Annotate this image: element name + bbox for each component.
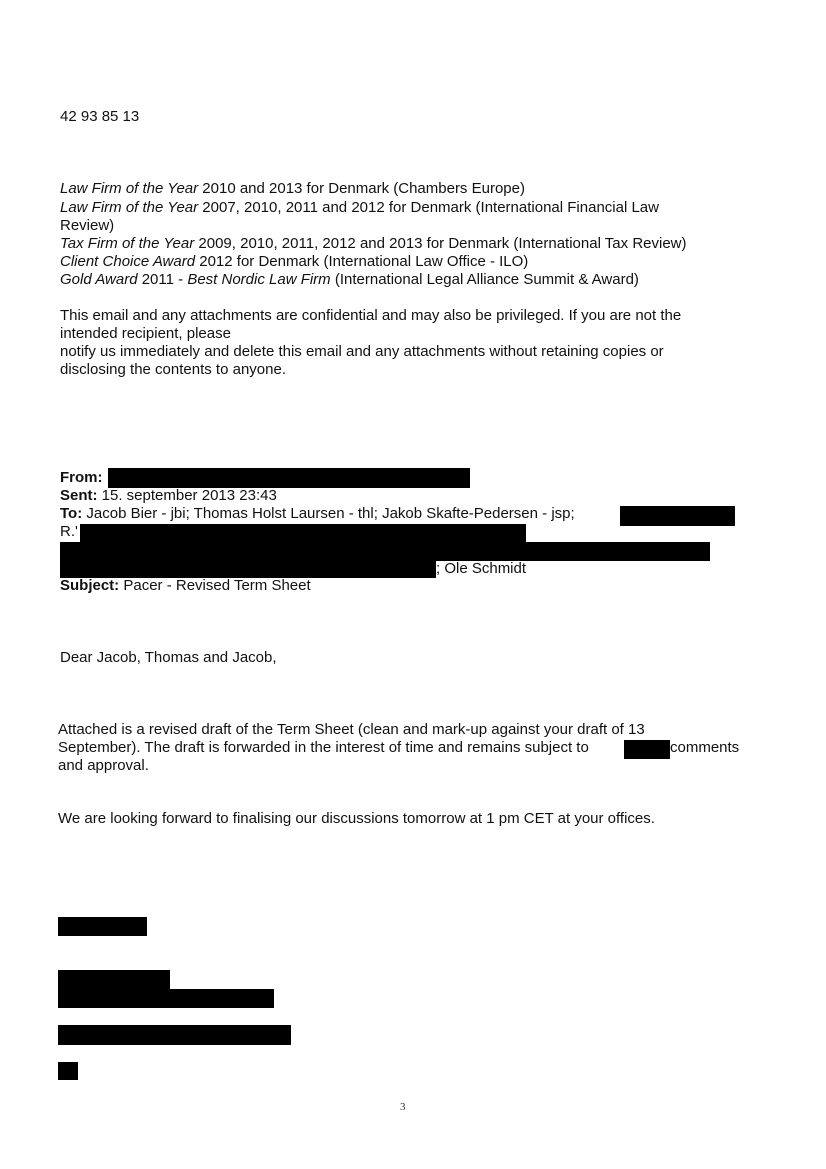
to-line [60, 505, 575, 523]
redaction-signature-initial [58, 1062, 78, 1080]
body-paragraph-1-line-3: and approval. [58, 757, 149, 774]
award-line-1 [60, 180, 525, 198]
body-paragraph-1-line-2: September). The draft is forwarded in the interest of time and remains subject to [58, 739, 589, 756]
body-paragraph-1-line-2-end: comments [670, 739, 740, 756]
award-line-5 [60, 271, 639, 289]
award-title: Law Firm of the Year [60, 180, 199, 197]
page-number: 3 [400, 1101, 406, 1113]
award-text: 2007, 2010, 2011 and 2012 for Denmark (International Financial Law [198, 199, 659, 216]
redaction-body [624, 740, 670, 759]
redaction-to-1 [620, 506, 735, 526]
award-text: 2011 - [137, 271, 188, 288]
redaction-from [108, 468, 470, 488]
disclaimer-line-1: This email and any attachments are confidential and may also be privileged. If you are not the [60, 307, 682, 324]
award-text: 2012 for Denmark (International Law Office - ILO) [195, 253, 529, 270]
phone-number: 42 93 85 13 [60, 108, 140, 125]
award-line-2-cont: Review) [60, 217, 115, 234]
body-paragraph-2: We are looking forward to finalising our discussions tomorrow at 1 pm CET at your offices. [58, 810, 655, 827]
body-paragraph-1-line-1: Attached is a revised draft of the Term Sheet (clean and mark-up against your draft of 13 [58, 721, 645, 738]
sent-value: 15. september 2013 23:43 [97, 487, 277, 504]
sent-line [60, 487, 277, 505]
award-line-4 [60, 253, 528, 271]
award-line-2 [60, 199, 659, 217]
disclaimer-line-3: notify us immediately and delete this email and any attachments without retaining copies or [60, 343, 664, 360]
redaction-signature-title-2 [58, 989, 274, 1008]
from-label: From: [60, 469, 103, 486]
award-title: Client Choice Award [60, 253, 196, 270]
disclaimer-line-2: intended recipient, please [60, 325, 231, 342]
subject-label: Subject: [60, 577, 120, 594]
award-text: 2009, 2010, 2011, 2012 and 2013 for Denmark (International Tax Review) [194, 235, 687, 252]
award-title: Law Firm of the Year [60, 199, 199, 216]
redaction-to-3 [60, 542, 710, 561]
redaction-signature-name [58, 917, 147, 936]
redaction-to-4 [60, 560, 436, 578]
redaction-to-2 [80, 524, 526, 542]
subject-line [60, 577, 311, 595]
award-title: Gold Award [60, 271, 138, 288]
subject-value: Pacer - Revised Term Sheet [119, 577, 311, 594]
sent-label: Sent: [60, 487, 98, 504]
to-label: To: [60, 505, 83, 522]
award-title-2: Best Nordic Law Firm [187, 271, 331, 288]
greeting: Dear Jacob, Thomas and Jacob, [60, 649, 277, 666]
disclaimer-line-4: disclosing the contents to anyone. [60, 361, 286, 378]
redaction-signature-title-1 [58, 970, 170, 989]
redaction-signature-company [58, 1025, 291, 1045]
award-text-3: (International Legal Alliance Summit & Award) [330, 271, 639, 288]
to-value: Jacob Bier - jbi; Thomas Holst Laursen - thl; Jakob Skafte-Pedersen - jsp; [82, 505, 575, 522]
to-continuation: R.' [60, 523, 78, 540]
award-line-3 [60, 235, 687, 253]
to-end: ; Ole Schmidt [436, 560, 527, 577]
award-text: 2010 and 2013 for Denmark (Chambers Europe) [198, 180, 525, 197]
award-title: Tax Firm of the Year [60, 235, 195, 252]
